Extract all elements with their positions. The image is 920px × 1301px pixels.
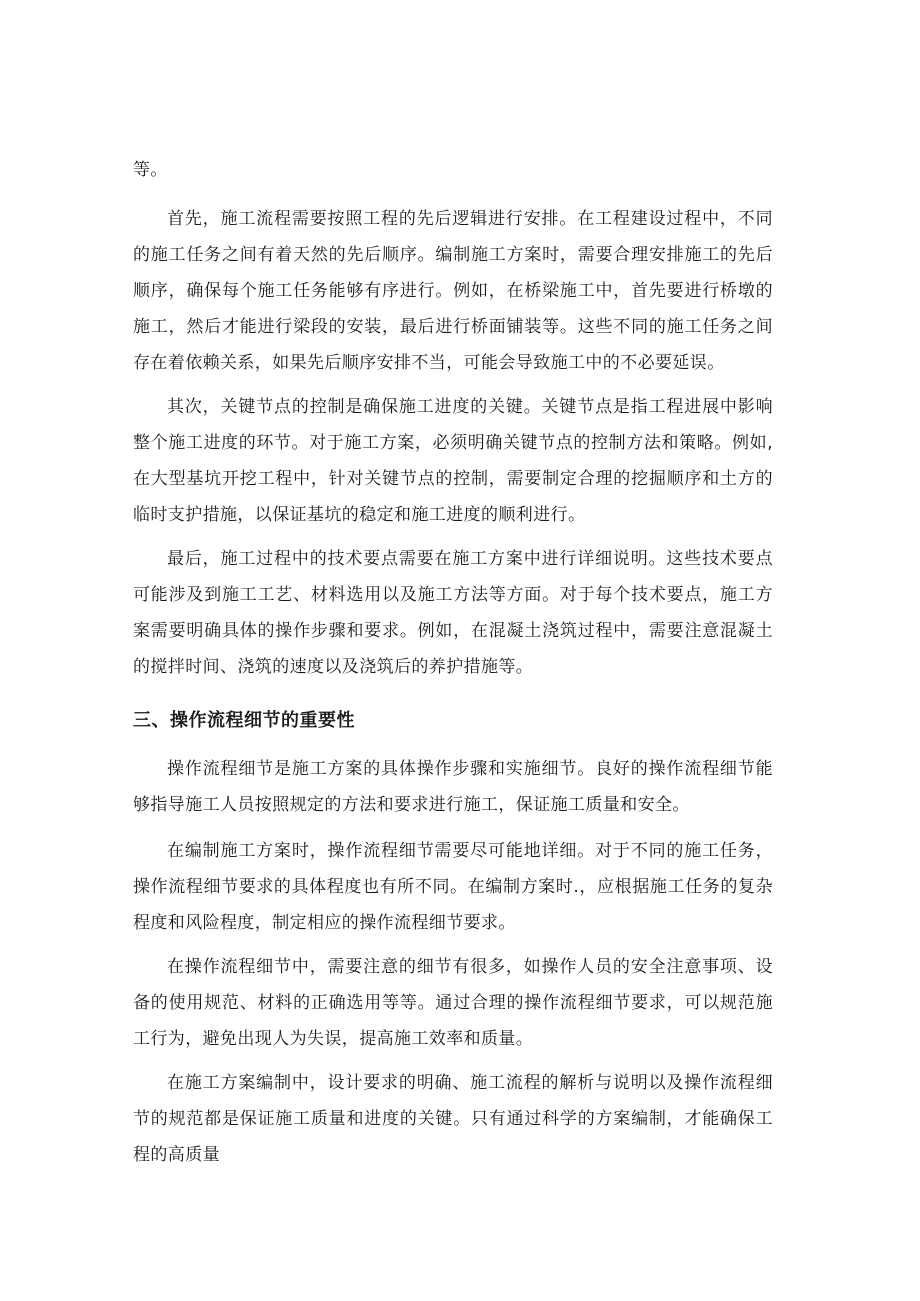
- paragraph-technical-points: 最后，施工过程中的技术要点需要在施工方案中进行详细说明。这些技术要点可能涉及到施工工艺、材料选用以及施工方法等方面。对于每个技术要点，施工方案需要明确具体的操作步骤和要求。例如，在混凝土浇筑过程中，需要注意混凝土的搅拌时间、浇筑的速度以及浇筑后的养护措施等。: [133, 549, 773, 677]
- paragraph-key-nodes: 其次，关键节点的控制是确保施工进度的关键。关键节点是指工程进展中影响整个施工进度的环节。对于施工方案，必须明确关键节点的控制方法和策略。例如,在大型基坑开挖工程中，针对关键节点的控制，需要制定合理的挖掘顺序和土方的临时支护措施，以保证基坑的稳定和施工进度的顺利进行。: [133, 397, 773, 525]
- paragraph-continuation: 等。: [133, 160, 168, 180]
- paragraph-operation-details: 操作流程细节是施工方案的具体操作步骤和实施细节。良好的操作流程细节能够指导施工人员按照规定的方法和要求进行施工，保证施工质量和安全。: [133, 759, 773, 815]
- paragraph-detail-items: 在操作流程细节中，需要注意的细节有很多，如操作人员的安全注意事项、设备的使用规范、材料的正确选用等等。通过合理的操作流程细节要求，可以规范施工行为，避免出现人为失误，提高施工效率和质量。: [133, 957, 773, 1049]
- paragraph-conclusion: 在施工方案编制中，设计要求的明确、施工流程的解析与说明以及操作流程细节的规范都是保证施工质量和进度的关键。只有通过科学的方案编制，才能确保工程的高质量: [133, 1073, 773, 1165]
- section-heading: 三、操作流程细节的重要性: [133, 710, 355, 731]
- paragraph-detail-requirements: 在编制施工方案时，操作流程细节需要尽可能地详细。对于不同的施工任务，操作流程细节要求的具体程度也有所不同。在编制方案时.，应根据施工任务的复杂程度和风险程度，制定相应的操作流程细节要求。: [133, 841, 773, 933]
- paragraph-construction-sequence: 首先，施工流程需要按照工程的先后逻辑进行安排。在工程建设过程中，不同的施工任务之间有着天然的先后顺序。编制施工方案时，需要合理安排施工的先后顺序，确保每个施工任务能够有序进行。例如，在桥梁施工中，首先要进行桥墩的施工，然后才能进行梁段的安装，最后进行桥面铺装等。这些不同的施工任务之间存在着依赖关系，如果先后顺序安排不当，可能会导致施工中的不必要延误。: [133, 209, 773, 373]
